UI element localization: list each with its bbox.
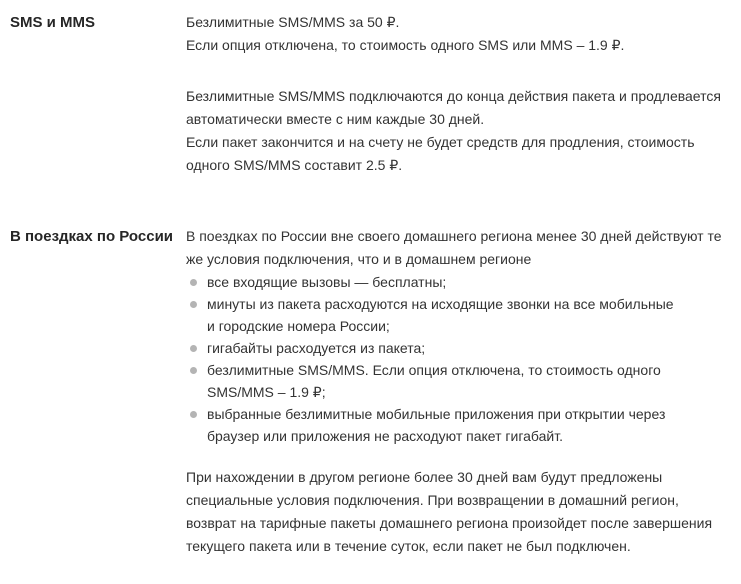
section-label-travel-russia: В поездках по России <box>10 228 174 245</box>
sms-price-paragraph <box>186 11 726 57</box>
list-item-incoming-calls <box>186 271 682 293</box>
bullet-icon <box>190 411 197 418</box>
sms-no-funds-sentence: Если пакет закончится и на счету не будет средств для продления, стоимость одного SMS/MMS составит 2.5 ₽. <box>186 134 695 173</box>
section-sms-mms <box>10 11 741 177</box>
sms-price-line: Безлимитные SMS/MMS за 50 ₽. <box>186 14 400 30</box>
sms-option-off-line: Если опция отключена, то стоимость одного SMS или MMS – 1.9 ₽. <box>186 37 625 53</box>
bullet-icon <box>190 279 197 286</box>
list-item-unlimited-apps <box>186 403 682 447</box>
bullet-icon <box>190 367 197 374</box>
travel-intro-paragraph: В поездках по России вне своего домашнего региона менее 30 дней действуют те же условия подключения, что и в домашнем регионе <box>186 228 722 267</box>
bullet-icon <box>190 345 197 352</box>
list-item-text: все входящие вызовы — бесплатны; <box>207 274 447 290</box>
bullet-icon <box>190 301 197 308</box>
section-content-travel-russia <box>186 225 726 558</box>
section-content-sms-mms <box>186 11 726 177</box>
section-label-sms-mms: SMS и MMS <box>10 14 96 31</box>
list-item-unlimited-sms <box>186 359 682 403</box>
travel-outro-paragraph: При нахождении в другом регионе более 30 дней вам будут предложены специальные условия подключения. При возвращении в домашний регион, возврат на тарифные пакеты домашнего региона произойдет после завершения текущего пакета или в течение суток, если пакет не был подключен. <box>186 469 713 554</box>
travel-conditions-list <box>186 271 726 447</box>
list-item-text: гигабайты расходуется из пакета; <box>207 340 426 356</box>
section-travel-russia <box>10 225 741 558</box>
list-item-gigabytes <box>186 337 682 359</box>
sms-renewal-paragraph <box>186 85 726 177</box>
list-item-text: минуты из пакета расходуются на исходящие звонки на все мобильные и городские номера России; <box>207 296 674 334</box>
sms-renewal-sentence: Безлимитные SMS/MMS подключаются до конца действия пакета и продлевается автоматически вместе с ним каждые 30 дней. <box>186 88 721 127</box>
list-item-text: безлимитные SMS/MMS. Если опция отключена, то стоимость одного SMS/MMS – 1.9 ₽; <box>207 362 661 400</box>
list-item-minutes <box>186 293 682 337</box>
list-item-text: выбранные безлимитные мобильные приложения при открытии через браузер или приложения не расходуют пакет гигабайт. <box>207 406 666 444</box>
